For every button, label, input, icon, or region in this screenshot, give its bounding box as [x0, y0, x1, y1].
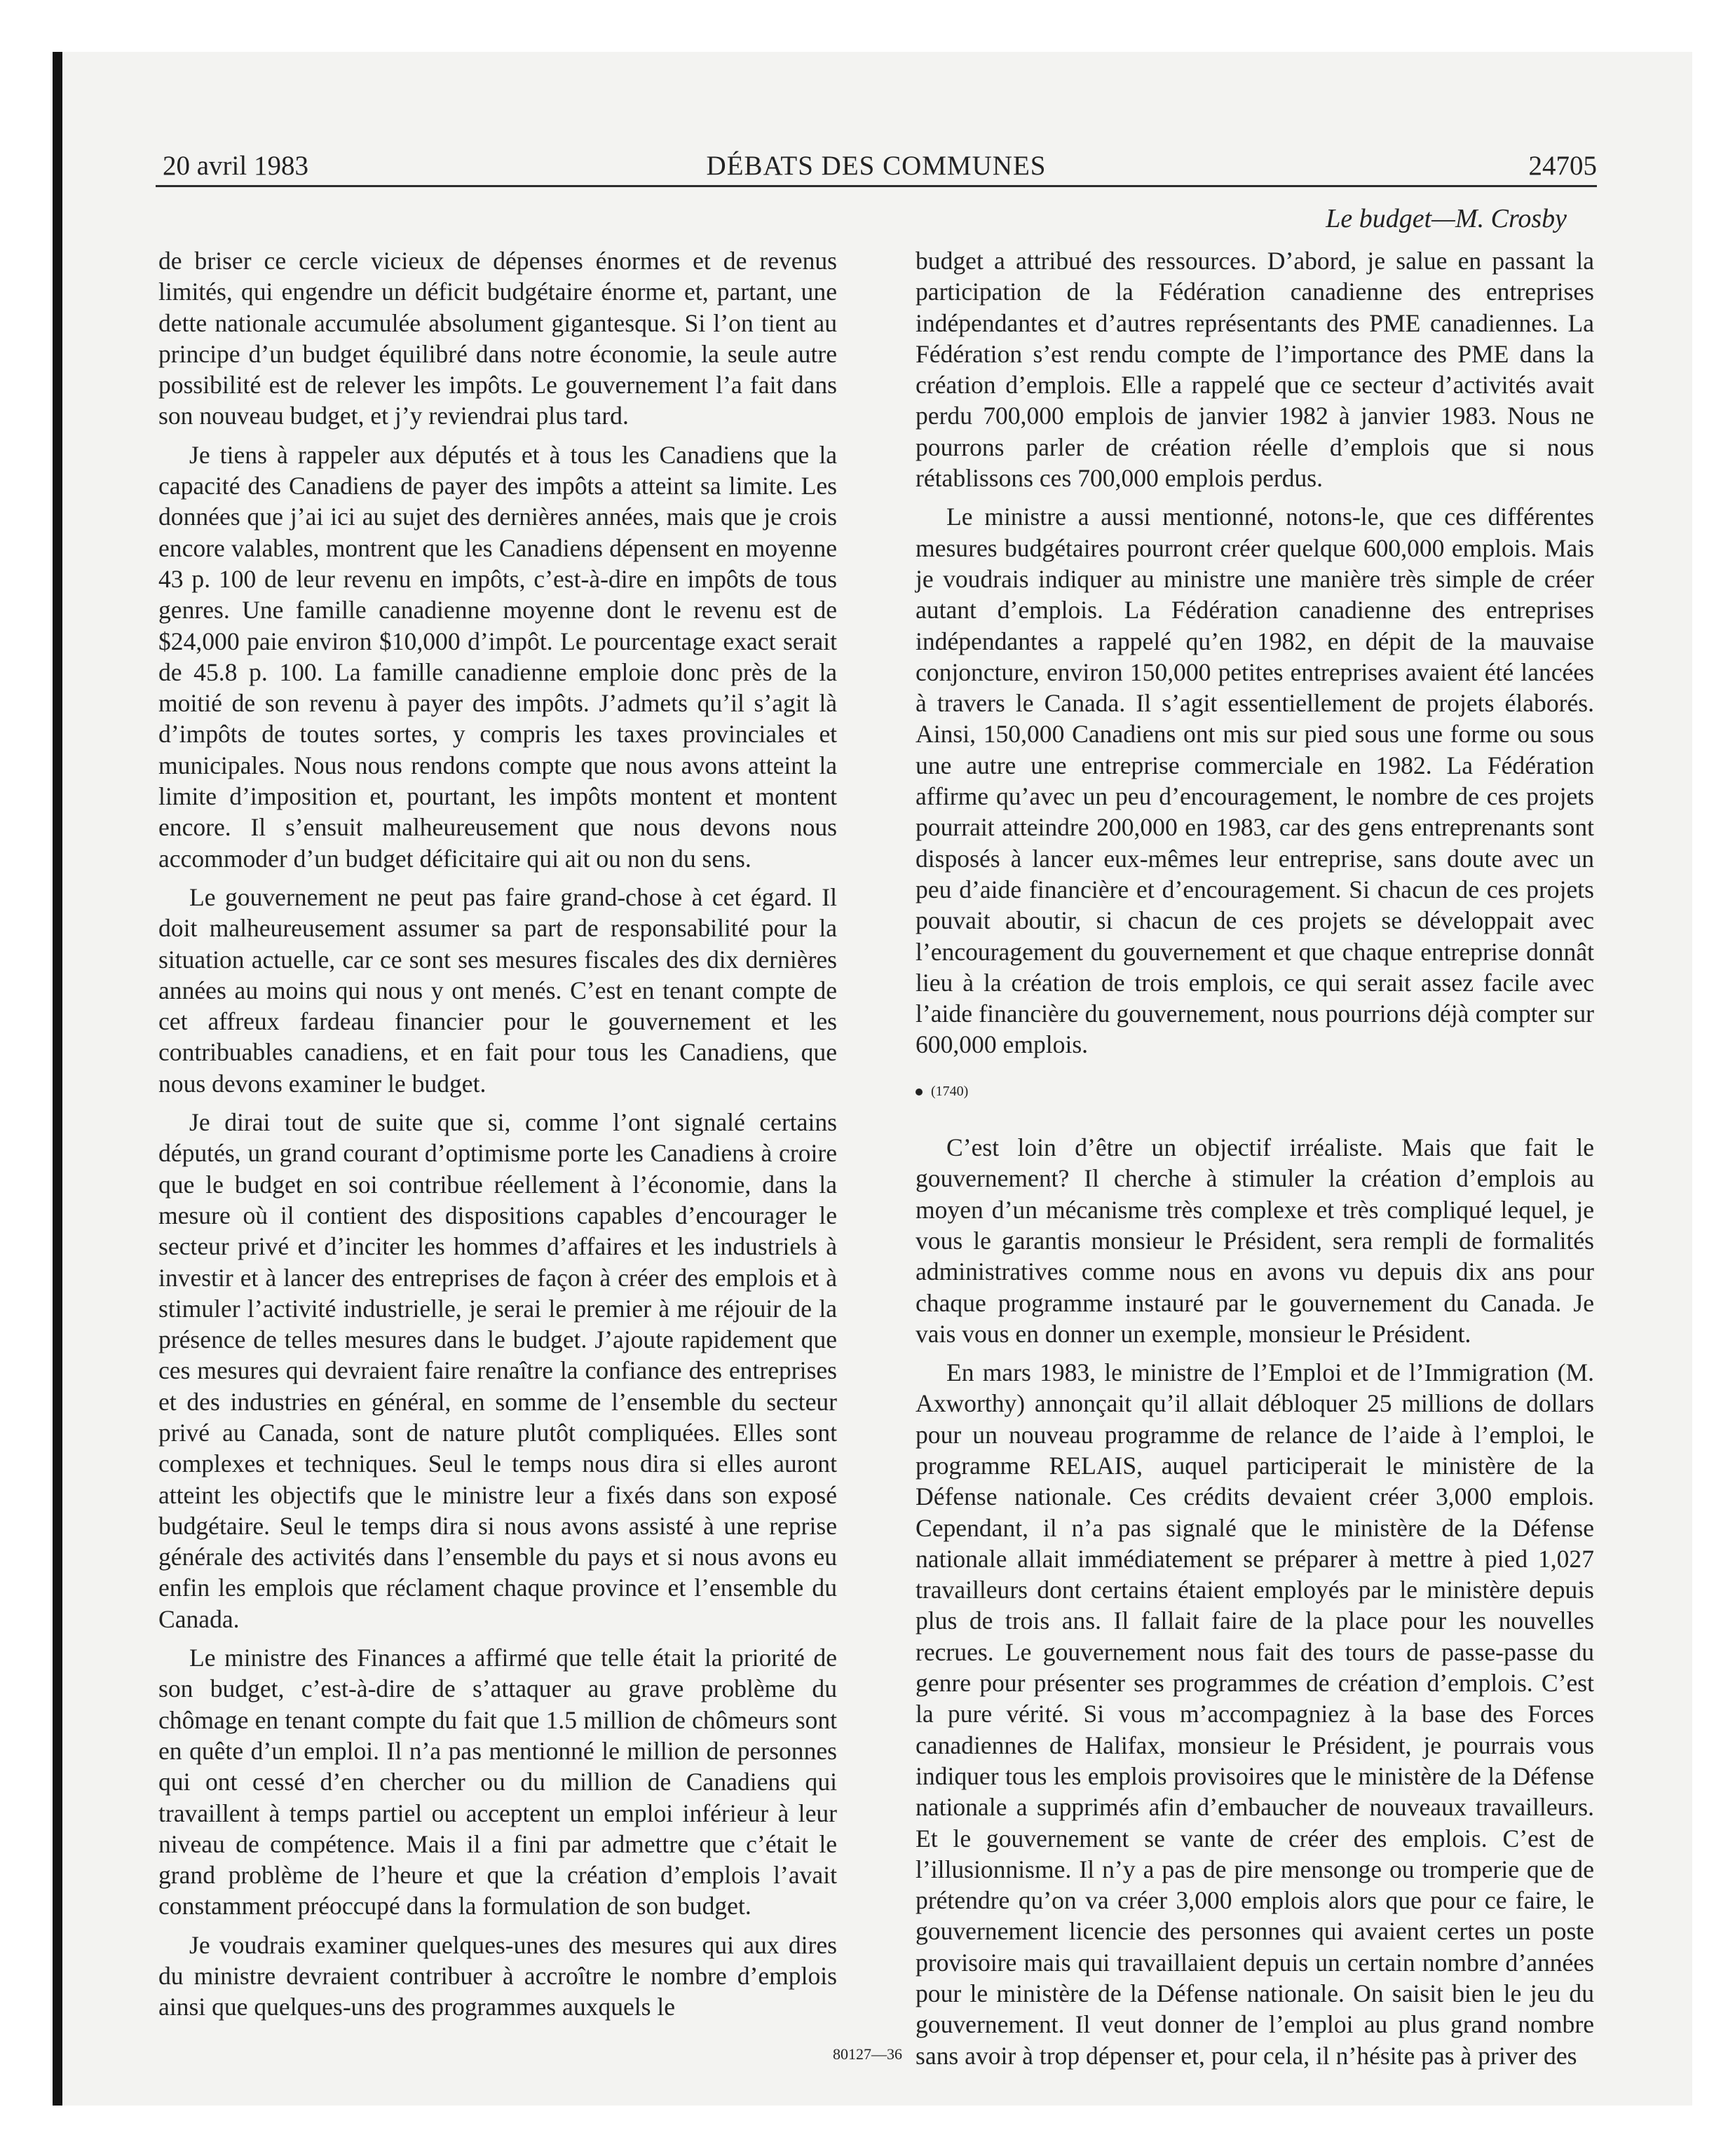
paragraph: budget a attribué des ressources. D’abord, je salue en passant la participation de la Fédération canadienne des entreprises indépendantes et d’autres représentants des PME canadiennes. La Fédération s’est rendu compte de l’importance des PME dans la création d’emplois. Elle a rappelé que ce secteur d’activités avait perdu 700,000 emplois de janvier 1982 à janvier 1983. Nous ne pourrons parler de création réelle d’emplois que si nous rétablissons ces 700,000 emplois perdus.	[916, 247, 1594, 493]
paragraph: Le ministre des Finances a affirmé que telle était la priorité de son budget, c’est-à-dire de s’attaquer au grave problème du chômage en tenant compte du fait que 1.5 million de chômeurs sont en quête d’un emploi. Il n’a pas mentionné le million de personnes qui ont cessé d’en chercher ou du million de Canadiens qui travaillent à temps partiel ou acceptent un emploi inférieur à leur niveau de compétence. Mais il a fini par admettre que c’était le grand problème de l’heure et que la création d’emplois l’avait constamment préoccupé dans la formulation de son budget.	[158, 1644, 837, 1920]
time-marker-label: (1740)	[931, 1083, 969, 1099]
paragraph: Je dirai tout de suite que si, comme l’ont signalé certains députés, un grand courant d’optimisme porte les Canadiens à croire que le budget en soi contribue réellement à l’économie, dans la mesure où il contient des dispositions capables d’encourager le secteur privé et d’inciter les hommes d’affaires et les industriels à investir et à lancer des entreprises de façon à créer des emplois et à stimuler l’activité industrielle, je serai le premier à me réjouir de la présence de telles mesures dans le budget. J’ajoute rapidement que ces mesures qui devraient faire renaître la confiance des entreprises et des industries en général, en somme de l’ensemble du secteur privé au Canada, sont de nature plutôt compliquées. Elles sont complexes et techniques. Seul le temps nous dira si elles auront atteint les objectifs que le ministre leur a fixés dans son exposé budgétaire. Seul le temps dira si nous avons assisté à une reprise générale des activités dans l’ensemble du pays et si nous avons eu enfin les emplois que réclament chaque province et l’ensemble du Canada.	[158, 1108, 837, 1633]
running-head	[156, 146, 1597, 188]
paragraph: Le gouvernement ne peut pas faire grand-chose à cet égard. Il doit malheureusement assumer sa part de responsabilité pour la situation actuelle, car ce sont ses mesures fiscales des dix dernières années au moins qui nous y ont menés. C’est en tenant compte de cet affreux fardeau financier pour le gouvernement et les contribuables canadiens, et en fait pour tous les Canadiens, que nous devons examiner le budget.	[158, 882, 837, 1098]
right-column	[916, 245, 1594, 2079]
paragraph: de briser ce cercle vicieux de dépenses énormes et de revenus limités, qui engendre un déficit budgétaire énorme et, partant, une dette nationale accumulée absolument gigantesque. Si l’on tient au principe d’un budget équilibré dans notre économie, la seule autre possibilité est de relever les impôts. Le gouvernement l’a fait dans son nouveau budget, et j’y reviendrai plus tard.	[158, 247, 837, 430]
paragraph: C’est loin d’être un objectif irréaliste. Mais que fait le gouvernement? Il cherche à stimuler la création d’emplois au moyen d’un mécanisme très complexe et très compliqué lequel, je vous le garantis monsieur le Président, sera rempli de formalités administratives comme nous en avons vu depuis dix ans pour chaque programme instauré par le gouvernement du Canada. Je vais vous en donner un exemple, monsieur le Président.	[916, 1133, 1594, 1348]
header-rule	[156, 185, 1597, 187]
paragraph: En mars 1983, le ministre de l’Emploi et de l’Immigration (M. Axworthy) annonçait qu’il allait débloquer 25 millions de dollars pour un nouveau programme de relance de l’aide à l’emploi, le programme RELAIS, auquel participerait le ministère de la Défense nationale. Ces crédits devaient créer 3,000 emplois. Cependant, il n’a pas signalé que le ministère de la Défense nationale allait immédiatement se préparer à mettre à pied 1,027 travailleurs dont certains étaient employés par le ministère depuis plus de trois ans. Il fallait faire de la place pour les nouvelles recrues. Le gouvernement nous fait des tours de passe-passe du genre pour présenter ses programmes de création d’emplois. C’est la pure vérité. Si vous m’accompagniez à la base des Forces canadiennes de Halifax, monsieur le Président, je pourrais vous indiquer tous les emplois provisoires que le ministère de la Défense nationale a supprimés afin d’embaucher de nouveaux travailleurs. Et le gouvernement se vante de créer des emplois. C’est de l’illusionnisme. Il n’y a pas de pire mensonge ou tromperie que de prétendre qu’on va créer 3,000 emplois alors que pour ce faire, le gouvernement licencie des personnes qui avaient certes un poste provisoire mais qui travaillaient depuis un certain nombre d’années pour le ministère de la Défense nationale. On saisit bien le jeu du gouvernement. Il veut donner de l’emploi au plus grand nombre sans avoir à trop dépenser et, pour cela, il n’hésite pas à priver des	[916, 1358, 1594, 2070]
left-column	[158, 245, 837, 2031]
header-date: 20 avril 1983	[163, 151, 308, 181]
time-marker	[916, 1076, 1594, 1107]
paragraph: Je voudrais examiner quelques-unes des mesures qui aux dires du ministre devraient contribuer à accroître le nombre d’emplois ainsi que quelques-uns des programmes auxquels le	[158, 1930, 837, 2021]
bullet-icon	[916, 1089, 923, 1096]
header-page-number: 24705	[1528, 151, 1597, 181]
paragraph: Le ministre a aussi mentionné, notons-le, que ces différentes mesures budgétaires pourront créer quelque 600,000 emplois. Mais je voudrais indiquer au ministre une manière très simple de créer autant d’emplois. La Fédération canadienne des entreprises indépendantes a rappelé qu’en 1982, en dépit de la mauvaise conjoncture, environ 150,000 petites entreprises avaient été lancées à travers le Canada. Il s’agit essentiellement de projets élaborés. Ainsi, 150,000 Canadiens ont mis sur pied sous une forme ou sous une autre une entreprise commerciale en 1982. La Fédération affirme qu’avec un peu d’encouragement, le nombre de ces projets pourrait atteindre 200,000 en 1983, car des gens entreprenants sont disposés à lancer eux-mêmes leur entreprise, sans doute avec un peu d’aide financière et d’encouragement. Si chacun de ces projets pouvait aboutir, si chacun de ces projets se développait avec l’encouragement du gouvernement et que chaque entreprise donnât lieu à la création de trois emplois, ce qui serait assez facile avec l’aide financière du gouvernement, nous pourrions déjà compter sur 600,000 emplois.	[916, 503, 1594, 1059]
header-title: DÉBATS DES COMMUNES	[706, 151, 1047, 181]
paragraph: Je tiens à rappeler aux députés et à tous les Canadiens que la capacité des Canadiens de payer des impôts a atteint sa limite. Les données que j’ai ici au sujet des dernières années, mais que je crois encore valables, montrent que les Canadiens dépensent en moyenne 43 p. 100 de leur revenu en impôts, c’est-à-dire en impôts de tous genres. Une famille canadienne moyenne dont le revenu est de $24,000 paie environ $10,000 d’impôt. Le pourcentage exact serait de 45.8 p. 100. La famille canadienne emploie donc près de la moitié de son revenu à payer des impôts. J’admets qu’il s’agit là d’impôts de toutes sortes, y compris les taxes provinciales et municipales. Nous nous rendons compte que nous avons atteint la limite d’imposition et, pourtant, les impôts montent et montent encore. Il s’ensuit malheureusement que nous devons nous accommoder d’un budget déficitaire qui ait ou non du sens.	[158, 440, 837, 873]
footer-code: 80127—36	[833, 2045, 902, 2063]
section-heading: Le budget—M. Crosby	[1326, 204, 1567, 233]
